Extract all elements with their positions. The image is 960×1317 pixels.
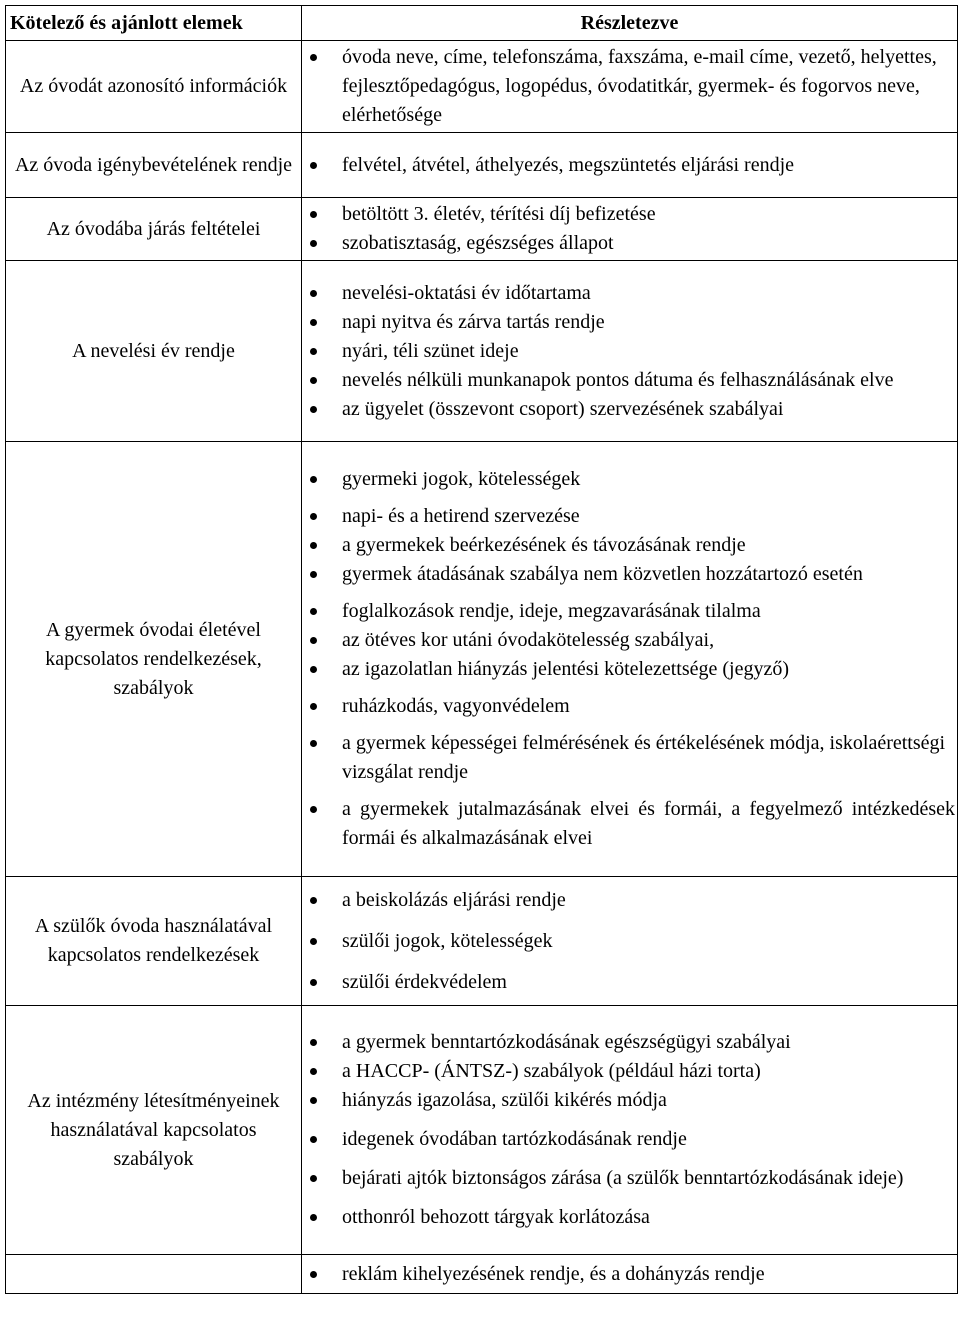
list-item: az igazolatlan hiányzás jelentési kötelezettsége (jegyző)	[302, 655, 957, 684]
detail-list	[302, 1164, 957, 1193]
list-item: a gyermekek jutalmazásának elvei és formái, a fegyelmező intézkedések formái és alkalmazásának elvei	[302, 795, 957, 853]
row-label: Az intézmény létesítményeinek használatával kapcsolatos szabályok	[6, 1006, 302, 1255]
list-item: szobatisztaság, egészséges állapot	[302, 229, 957, 258]
list-item: nevelés nélküli munkanapok pontos dátuma és felhasználásának elve	[302, 366, 957, 395]
row-details	[302, 877, 958, 1006]
list-item: reklám kihelyezésének rendje, és a dohányzás rendje	[302, 1260, 957, 1289]
list-item: napi nyitva és zárva tartás rendje	[302, 308, 957, 337]
list-item: nyári, téli szünet ideje	[302, 337, 957, 366]
row-details	[302, 1006, 958, 1255]
table-row	[6, 442, 958, 877]
detail-list	[302, 1028, 957, 1115]
detail-list	[302, 200, 957, 258]
detail-list	[302, 729, 957, 787]
table-row	[6, 1006, 958, 1255]
list-item: foglalkozások rendje, ideje, megzavarásának tilalma	[302, 597, 957, 626]
detail-list	[302, 597, 957, 684]
header-details: Részletezve	[302, 6, 958, 41]
list-item: az ügyelet (összevont csoport) szervezésének szabályai	[302, 395, 957, 424]
list-item: hiányzás igazolása, szülői kikérés módja	[302, 1086, 957, 1115]
detail-list	[302, 1260, 957, 1289]
list-item: gyermek átadásának szabálya nem közvetlen hozzátartozó esetén	[302, 560, 957, 589]
detail-list	[302, 151, 957, 180]
detail-list	[302, 886, 957, 915]
regulation-table	[5, 5, 958, 1294]
list-item: nevelési-oktatási év időtartama	[302, 279, 957, 308]
list-item: óvoda neve, címe, telefonszáma, faxszáma, e-mail címe, vezető, helyettes, fejlesztőpedagógus, logopédus, óvodatitkár, gyermek- és fogorvos neve, elérhetősége	[302, 43, 957, 130]
table-row	[6, 41, 958, 133]
detail-list	[302, 968, 957, 997]
detail-list	[302, 795, 957, 853]
header-row	[6, 6, 958, 41]
row-details	[302, 1255, 958, 1294]
list-item: betöltött 3. életév, térítési díj befizetése	[302, 200, 957, 229]
detail-list	[302, 279, 957, 424]
list-item: a gyermekek beérkezésének és távozásának rendje	[302, 531, 957, 560]
list-item: a HACCP- (ÁNTSZ-) szabályok (például házi torta)	[302, 1057, 957, 1086]
detail-list	[302, 1203, 957, 1232]
table-row	[6, 1255, 958, 1294]
list-item: napi- és a hetirend szervezése	[302, 502, 957, 531]
list-item: ruházkodás, vagyonvédelem	[302, 692, 957, 721]
table-row	[6, 877, 958, 1006]
row-label: Az óvodába járás feltételei	[6, 198, 302, 261]
detail-list	[302, 1125, 957, 1154]
list-item: szülői érdekvédelem	[302, 968, 957, 997]
list-item: felvétel, átvétel, áthelyezés, megszüntetés eljárási rendje	[302, 151, 957, 180]
list-item: otthonról behozott tárgyak korlátozása	[302, 1203, 957, 1232]
list-item: az ötéves kor utáni óvodakötelesség szabályai,	[302, 626, 957, 655]
list-item: gyermeki jogok, kötelességek	[302, 465, 957, 494]
detail-list	[302, 465, 957, 494]
table-row	[6, 198, 958, 261]
list-item: bejárati ajtók biztonságos zárása (a szülők benntartózkodásának ideje)	[302, 1164, 957, 1193]
row-label	[6, 1255, 302, 1294]
list-item: szülői jogok, kötelességek	[302, 927, 957, 956]
row-details	[302, 133, 958, 198]
detail-list	[302, 692, 957, 721]
table-row	[6, 261, 958, 442]
list-item: a gyermek benntartózkodásának egészségügyi szabályai	[302, 1028, 957, 1057]
row-details	[302, 261, 958, 442]
detail-list	[302, 927, 957, 956]
detail-list	[302, 502, 957, 589]
detail-list	[302, 43, 957, 130]
row-label: A szülők óvoda használatával kapcsolatos rendelkezések	[6, 877, 302, 1006]
row-details	[302, 442, 958, 877]
list-item: idegenek óvodában tartózkodásának rendje	[302, 1125, 957, 1154]
row-label: Az óvodát azonosító információk	[6, 41, 302, 133]
row-label: A gyermek óvodai életével kapcsolatos rendelkezések, szabályok	[6, 442, 302, 877]
row-label: A nevelési év rendje	[6, 261, 302, 442]
header-elements: Kötelező és ajánlott elemek	[6, 6, 302, 41]
row-details	[302, 198, 958, 261]
list-item: a gyermek képességei felmérésének és értékelésének módja, iskolaérettségi vizsgálat rendje	[302, 729, 957, 787]
table-row	[6, 133, 958, 198]
row-label: Az óvoda igénybevételének rendje	[6, 133, 302, 198]
row-details	[302, 41, 958, 133]
list-item: a beiskolázás eljárási rendje	[302, 886, 957, 915]
